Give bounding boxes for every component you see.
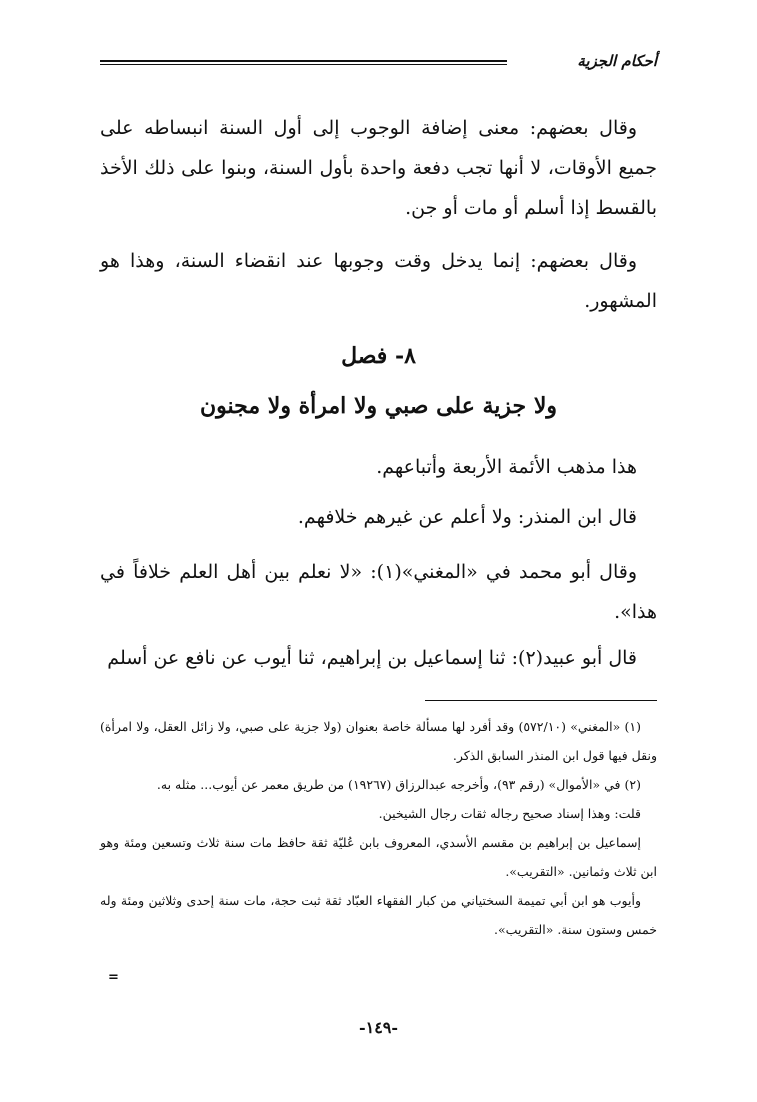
paragraph-text: قال أبو عبيد(٢): ثنا إسماعيل بن إبراهيم، ثنا أيوب عن نافع عن أسلم: [107, 647, 637, 669]
body-paragraph-2: [100, 241, 657, 321]
paragraph-text: وقال أبو محمد في «المغني»(١): «لا نعلم بين أهل العلم خلافاً في هذا».: [100, 561, 657, 623]
header-title: أحكام الجزية: [569, 50, 657, 72]
header-rule: [100, 60, 507, 65]
body-paragraph-4: [100, 497, 657, 537]
footnote-2-note: إسماعيل بن إبراهيم بن مقسم الأسدي، المعروف بابن عُليّة ثقة حافظ مات سنة ثلاث وتسعين ومئة وهو ابن ثلاث وثمانين. «التقريب».: [100, 835, 657, 879]
continuation-mark: =: [108, 970, 119, 985]
paragraph-text: وقال بعضهم: معنى إضافة الوجوب إلى أول السنة انبساطه على جميع الأوقات، لا أنها تجب دفعة واحدة بأول السنة، وبنوا على ذلك الأخذ بالقسط إذا أسلم أو مات أو جن.: [100, 117, 657, 219]
running-header: [100, 50, 657, 74]
footnotes: [100, 712, 657, 944]
body-paragraph-3: [100, 447, 657, 487]
page-number: -١٤٩-: [358, 1018, 399, 1037]
footnote-2: (٢) في «الأموال» (رقم ٩٣)، وأخرجه عبدالرزاق (١٩٢٦٧) من طريق معمر عن أيوب... مثله به.: [156, 777, 641, 792]
footnote-separator: [425, 700, 657, 701]
body-paragraph-1: [100, 108, 657, 228]
section-heading-number: ٨- فصل: [341, 343, 416, 369]
body-paragraph-6: [100, 638, 657, 678]
body-paragraph-5: [100, 552, 657, 632]
footnote-2-note: قلت: وهذا إسناد صحيح رجاله ثقات رجال الشيخين.: [378, 806, 641, 821]
section-heading-title: ولا جزية على صبي ولا امرأة ولا مجنون: [199, 393, 557, 419]
paragraph-text: وقال بعضهم: إنما يدخل وقت وجوبها عند انقضاء السنة، وهذا هو المشهور.: [100, 250, 657, 312]
footnote-2-note: وأيوب هو ابن أبي تميمة السختياني من كبار الفقهاء العبّاد ثقة ثبت حجة، مات سنة إحدى وثلاثين ومئة وله خمس وستون سنة. «التقريب».: [100, 893, 657, 937]
footnote-1: (١) «المغني» (٥٧٢/١٠) وقد أفرد لها مسألة خاصة بعنوان (ولا جزية على صبي، ولا زائل العقل، ولا امرأة) ونقل فيها قول ابن المنذر السابق الذكر.: [100, 719, 657, 763]
paragraph-text: هذا مذهب الأئمة الأربعة وأتباعهم.: [376, 456, 637, 478]
paragraph-text: قال ابن المنذر: ولا أعلم عن غيرهم خلافهم.: [297, 506, 637, 528]
